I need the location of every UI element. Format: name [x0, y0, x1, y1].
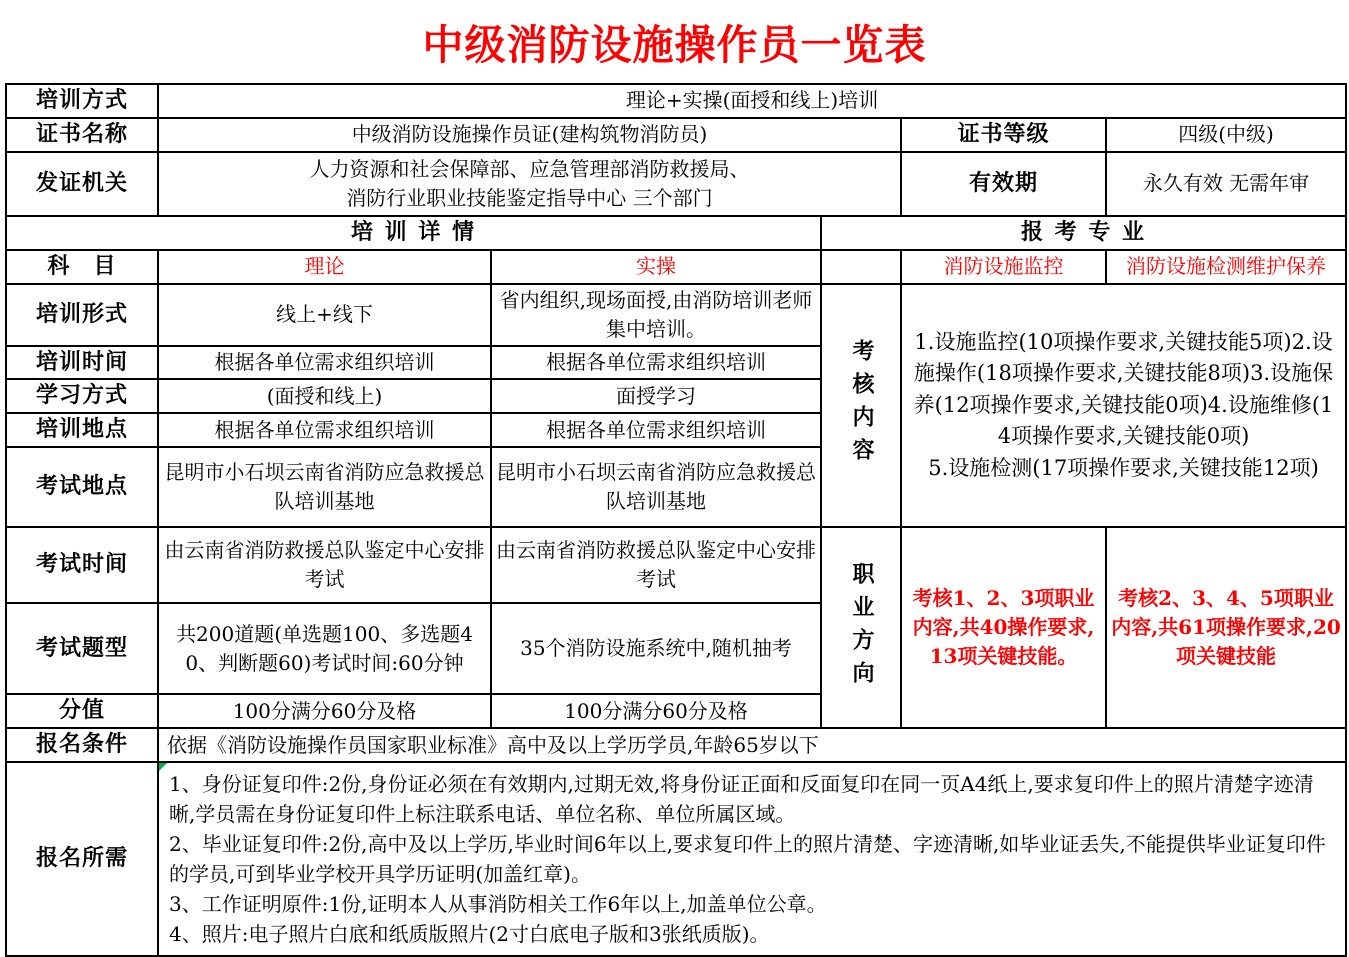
registration-needs-item-2: 2、毕业证复印件:2份,高中及以上学历,毕业时间6年以上,要求复印件上的照片清楚、字迹清晰,如毕业证丢失,不能提供毕业证复印件的学员,可到毕业学校开具学历证明(加盖红章)。	[169, 832, 1326, 887]
issuer-value	[158, 152, 901, 216]
registration-condition-label: 报名条件	[6, 728, 158, 762]
row-registration-condition	[6, 728, 1346, 762]
training-time-practice: 根据各单位需求组织培训	[491, 346, 821, 380]
training-time-theory: 根据各单位需求组织培训	[158, 346, 491, 380]
registration-needs-label: 报名所需	[6, 762, 158, 956]
major-maintenance-header: 消防设施检测维护保养	[1106, 250, 1346, 284]
training-place-practice: 根据各单位需求组织培训	[491, 413, 821, 447]
career-maintenance-cell: 考核2、3、4、5项职业内容,共61项操作要求,20项关键技能	[1106, 527, 1346, 728]
major-monitoring-header: 消防设施监控	[901, 250, 1106, 284]
score-label: 分值	[6, 694, 158, 728]
training-place-theory: 根据各单位需求组织培训	[158, 413, 491, 447]
row-training-method	[6, 84, 1346, 118]
training-time-label: 培训时间	[6, 346, 158, 380]
registration-needs-item-3: 3、工作证明原件:1份,证明本人从事消防相关工作6年以上,加盖单位公章。	[169, 892, 827, 917]
assessment-content-label: 考核内容	[848, 339, 875, 472]
row-registration-needs	[6, 762, 1346, 956]
row-certificate	[6, 118, 1346, 152]
assessment-line-2: 5.设施检测(17项操作要求,关键技能12项)	[928, 455, 1319, 480]
certificate-grade-label: 证书等级	[901, 118, 1106, 152]
training-format-theory: 线上+线下	[158, 284, 491, 346]
registration-needs-item-4: 4、照片:电子照片白底和纸质版照片(2寸白底电子版和3张纸质版)。	[169, 922, 770, 947]
assessment-content-label-cell	[821, 284, 901, 528]
training-details-header: 培 训 详 情	[6, 216, 821, 250]
row-subjects	[6, 250, 1346, 284]
info-table	[5, 83, 1347, 957]
training-format-label: 培训形式	[6, 284, 158, 346]
assessment-content-cell	[901, 284, 1346, 528]
exam-place-theory: 昆明市小石坝云南省消防应急救援总队培训基地	[158, 447, 491, 527]
registration-needs-value	[158, 762, 1346, 956]
exam-question-types-label: 考试题型	[6, 603, 158, 694]
issuer-line-2: 消防行业职业技能鉴定指导中心 三个部门	[346, 185, 713, 210]
career-direction-label-cell	[821, 527, 901, 728]
training-place-label: 培训地点	[6, 413, 158, 447]
row-exam-time	[6, 527, 1346, 603]
validity-label: 有效期	[901, 152, 1106, 216]
career-direction-label: 职业方向	[848, 561, 875, 694]
score-practice: 100分满分60分及格	[491, 694, 821, 728]
certificate-name-label: 证书名称	[6, 118, 158, 152]
issuer-label: 发证机关	[6, 152, 158, 216]
assessment-line-1: 1.设施监控(10项操作要求,关键技能5项)2.设施操作(18项操作要求,关键技能8项)3.设施保养(12项操作要求,关键技能0项)4.设施维修(14项操作要求,关键技能0项)	[913, 329, 1334, 449]
career-monitoring-cell: 考核1、2、3项职业内容,共40操作要求,13项关键技能。	[901, 527, 1106, 728]
exam-place-label: 考试地点	[6, 447, 158, 527]
page-title: 中级消防设施操作员一览表	[422, 21, 927, 69]
subject-practice: 实操	[491, 250, 821, 284]
registration-condition-value: 依据《消防设施操作员国家职业标准》高中及以上学历学员,年龄65岁以下	[158, 728, 1346, 762]
score-theory: 100分满分60分及格	[158, 694, 491, 728]
row-issuer	[6, 152, 1346, 216]
study-mode-practice: 面授学习	[491, 379, 821, 413]
registration-needs-item-1: 1、身份证复印件:2份,身份证必须在有效期内,过期无效,将身份证正面和反面复印在同一页A4纸上,要求复印件上的照片清楚字迹清晰,学员需在身份证复印件上标注联系电话、单位名称、单位所属区域。	[169, 772, 1314, 827]
subject-theory: 理论	[158, 250, 491, 284]
validity-value: 永久有效 无需年审	[1106, 152, 1346, 216]
certificate-name-value: 中级消防设施操作员证(建构筑物消防员)	[158, 118, 901, 152]
exam-time-label: 考试时间	[6, 527, 158, 603]
exam-question-types-practice: 35个消防设施系统中,随机抽考	[491, 603, 821, 694]
issuer-line-1: 人力资源和社会保障部、应急管理部消防救援局、	[309, 156, 750, 181]
subject-spacer-cell	[821, 250, 901, 284]
exam-time-practice: 由云南省消防救援总队鉴定中心安排考试	[491, 527, 821, 603]
training-method-value: 理论+实操(面授和线上)培训	[158, 84, 1346, 118]
exam-time-theory: 由云南省消防救援总队鉴定中心安排考试	[158, 527, 491, 603]
certificate-grade-value: 四级(中级)	[1106, 118, 1346, 152]
row-training-format	[6, 284, 1346, 346]
exam-place-practice: 昆明市小石坝云南省消防应急救援总队培训基地	[491, 447, 821, 527]
subject-label: 科 目	[6, 250, 158, 284]
training-format-practice: 省内组织,现场面授,由消防培训老师集中培训。	[491, 284, 821, 346]
study-mode-label: 学习方式	[6, 379, 158, 413]
exam-majors-header: 报 考 专 业	[821, 216, 1346, 250]
exam-question-types-theory: 共200道题(单选题100、多选题40、判断题60)考试时间:60分钟	[158, 603, 491, 694]
cell-comment-marker-icon	[159, 763, 167, 771]
training-method-label: 培训方式	[6, 84, 158, 118]
study-mode-theory: (面授和线上)	[158, 379, 491, 413]
row-section-headers	[6, 216, 1346, 250]
